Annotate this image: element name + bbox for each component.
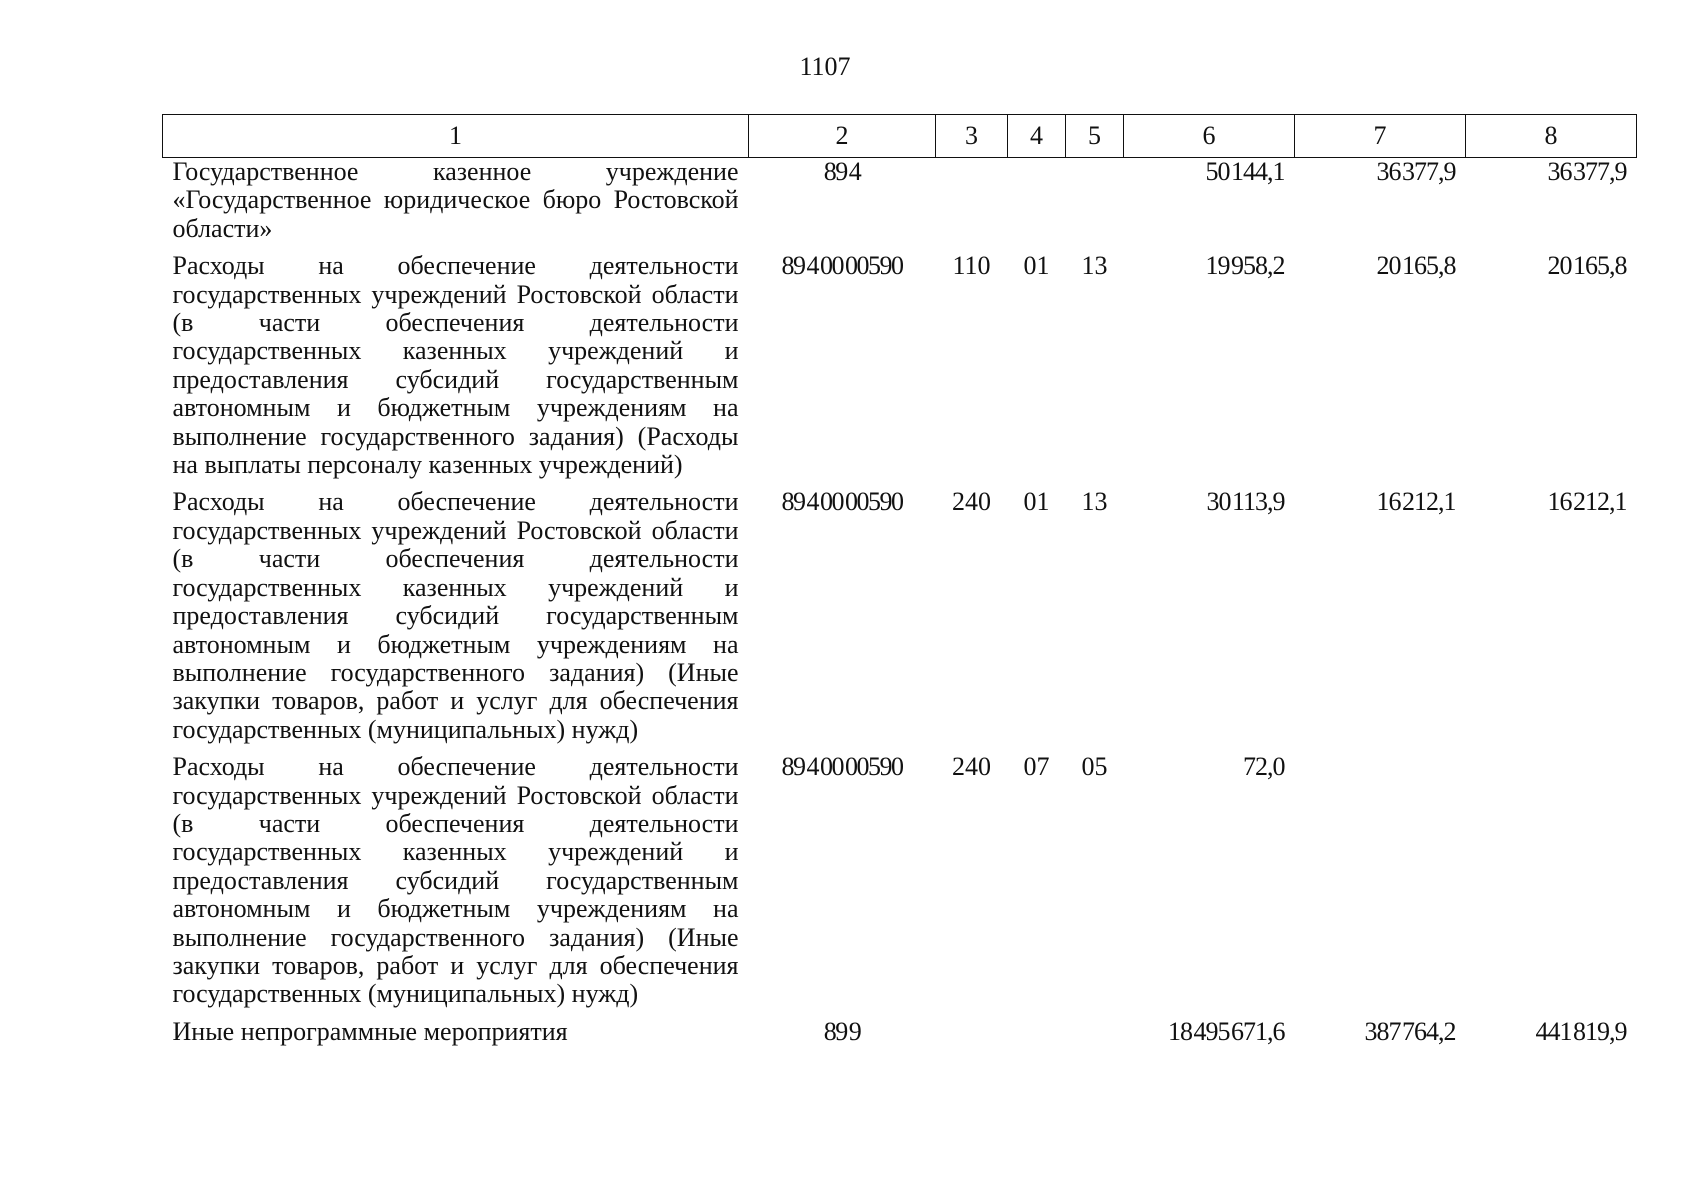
column-header-3: 3 [936, 115, 1008, 158]
column-header-1: 1 [163, 115, 749, 158]
row-value-6: 18 495 671,6 [1168, 1016, 1285, 1046]
table-row [163, 488, 1637, 753]
row-value-6: 19 958,2 [1205, 251, 1285, 281]
table-row [163, 1018, 1637, 1046]
row-subsection: 13 [1081, 251, 1108, 281]
column-header-6: 6 [1124, 115, 1295, 158]
row-value-6: 72,0 [1243, 752, 1285, 782]
table-body [163, 158, 1637, 1047]
column-header-2: 2 [749, 115, 936, 158]
row-value-7: 36 377,9 [1376, 157, 1456, 186]
row-value-6: 30 113,9 [1206, 487, 1285, 517]
budget-table [162, 114, 1637, 1046]
row-subsection: 05 [1081, 752, 1108, 782]
row-value-7 [1295, 753, 1466, 1018]
row-name: Расходы на обеспечение деятельности государственных учреждений Ростовской области (в части обеспечения деятельности государственных казенных учреждений и предоставления субсидий государственным автономным и бюджетным учреждениям на выполнение государственного задания) (Расходы на выплаты персоналу казенных учреждений) [172, 251, 739, 480]
column-header-7: 7 [1295, 115, 1466, 158]
header-row [163, 115, 1637, 158]
row-target-code: 89 4 00 00590 [781, 487, 903, 517]
row-target-code: 89 4 00 00590 [781, 251, 903, 281]
row-section: 01 [1023, 251, 1050, 281]
row-value-6: 50 144,1 [1205, 157, 1285, 186]
table-row [163, 158, 1637, 253]
row-name: Иные непрограммные мероприятия [172, 1016, 568, 1046]
column-header-4: 4 [1008, 115, 1066, 158]
row-expense-type [936, 158, 1008, 253]
row-section: 01 [1023, 487, 1050, 517]
row-target-code: 89 4 [823, 157, 861, 186]
row-subsection [1066, 158, 1124, 253]
row-value-8: 441 819,9 [1535, 1016, 1627, 1046]
row-value-8: 16 212,1 [1547, 487, 1627, 517]
row-section [1008, 158, 1066, 253]
row-subsection [1066, 1018, 1124, 1046]
row-target-code: 89 4 00 00590 [781, 752, 903, 782]
row-value-8: 20 165,8 [1547, 251, 1627, 281]
row-value-7: 387 764,2 [1364, 1016, 1456, 1046]
row-section [1008, 1018, 1066, 1046]
row-subsection: 13 [1081, 487, 1108, 517]
row-expense-type: 110 [952, 251, 991, 281]
row-value-7: 16 212,1 [1376, 487, 1456, 517]
row-section: 07 [1023, 752, 1050, 782]
table-row [163, 753, 1637, 1018]
page-number: 1107 [799, 52, 851, 81]
table-row [163, 252, 1637, 488]
row-value-8: 36 377,9 [1547, 157, 1627, 186]
column-header-5: 5 [1066, 115, 1124, 158]
row-expense-type: 240 [952, 752, 991, 782]
table-header [163, 115, 1637, 158]
row-expense-type: 240 [952, 487, 991, 517]
row-target-code: 89 9 [823, 1016, 861, 1046]
row-value-7: 20 165,8 [1376, 251, 1456, 281]
row-name: Расходы на обеспечение деятельности государственных учреждений Ростовской области (в части обеспечения деятельности государственных казенных учреждений и предоставления субсидий государственным автономным и бюджетным учреждениям на выполнение государственного задания) (Иные закупки товаров, работ и услуг для обеспечения государственных (муниципальных) нужд) [172, 487, 739, 744]
row-expense-type [936, 1018, 1008, 1046]
column-header-8: 8 [1466, 115, 1637, 158]
row-value-8 [1466, 753, 1637, 1018]
row-name: Расходы на обеспечение деятельности государственных учреждений Ростовской области (в части обеспечения деятельности государственных казенных учреждений и предоставления субсидий государственным автономным и бюджетным учреждениям на выполнение государственного задания) (Иные закупки товаров, работ и услуг для обеспечения государственных (муниципальных) нужд) [172, 752, 739, 1009]
row-name: Государственное казенное учреждение «Государственное юридическое бюро Ростовской области» [172, 157, 739, 243]
